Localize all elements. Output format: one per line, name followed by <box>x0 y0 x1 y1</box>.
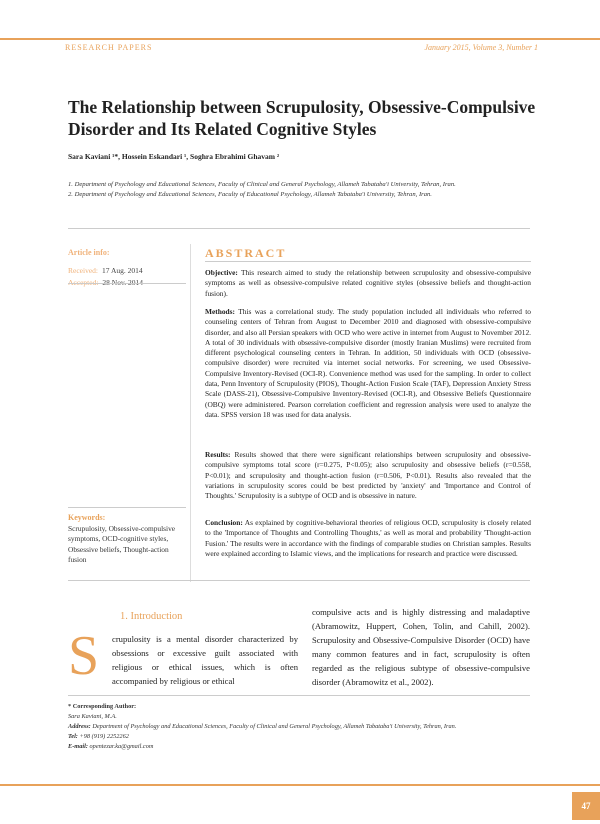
page-number: 47 <box>572 792 600 820</box>
received-label: Received: <box>68 266 98 275</box>
accepted-line <box>68 272 143 290</box>
keywords-text: Scrupulosity, Obsessive-compulsive symptoms, OCD-cognitive styles, Obsessive beliefs, Thought-action fusion <box>68 524 176 564</box>
address-text: Department of Psychology and Educational Sciences, Faculty of Clinical and General Psychology, Allameh Tabataba'i University, Tehran, Iran. <box>92 723 457 730</box>
email-label: E-mail: <box>68 743 88 750</box>
abstract-heading: ABSTRACT <box>205 246 287 260</box>
affiliation-2: 2. Department of Psychology and Educational Sciences, Faculty of Educational Psychology, Allameh Tabataba'i University, Tehran, Iran. <box>68 191 432 198</box>
abstract-objective <box>205 268 531 299</box>
info-divider <box>68 283 186 284</box>
header-rule <box>0 38 600 40</box>
methods-label: Methods: <box>205 307 235 316</box>
divider <box>68 228 530 229</box>
corresponding-tel <box>68 733 538 742</box>
conclusion-label: Conclusion: <box>205 518 243 527</box>
issue-label: January 2015, Volume 3, Number 1 <box>424 43 538 52</box>
address-label: Address: <box>68 723 91 730</box>
drop-cap: S <box>68 625 100 687</box>
column-separator <box>190 244 191 582</box>
footer-rule <box>0 784 600 786</box>
email-text: opentezar.ka@gmail.com <box>89 743 154 750</box>
intro-column-1: crupulosity is a mental disorder characterized by obsessions or excessive guilt associated with religious or ethical issues, which is often accompanied by religious or ethical <box>112 634 298 686</box>
tel-text: +98 (919) 2252262 <box>79 733 129 740</box>
keywords-divider <box>68 507 186 508</box>
corresponding-email <box>68 743 538 752</box>
conclusion-text: As explained by cognitive-behavioral theories of religious OCD, scrupulosity is closely related to the 'Importance of Thoughts and Controlling Thoughts,' as well as moral and probability 'Thought-action Fusion.' The results were in accordance with the findings of comparable studies on Christian samples. Results were explained according to Islamic views, and the implications for research and practice were discussed. <box>205 518 531 558</box>
abstract-rule <box>205 261 531 262</box>
section-heading-introduction: 1. Introduction <box>120 611 183 622</box>
footnote-rule <box>68 695 530 696</box>
received-date: 17 Aug. 2014 <box>102 266 143 275</box>
objective-label: Objective: <box>205 268 238 277</box>
abstract-methods <box>205 307 531 420</box>
intro-column-2: compulsive acts and is highly distressing and maladaptive (Abramowitz, Huppert, Cohen, Tolin, and Cahill, 2002). Scrupulosity and Obsessive-Compulsive Disorder (OCD) have many common features and in fact, scrupulosity is often regarded as the religious subtype of obsessive-compulsive disorder (Abramowitz et al., 2002). <box>312 607 530 687</box>
results-text: Results showed that there were significant relationships between scrupulosity and obsessive-compulsive symptoms total score (r=0.275, P<0.05); also scrupulosity and obsessive beliefs (r=0.558, P<0.01); and scrupulosity and thought-action fusion (r=0.506, P<0.01). Results also revealed that the variations in scrupulosity scores could be best predicted by 'anxiety' and 'Importance and Control of Thoughts.' Scrupulosity is a subtype of OCD and is obsessive in nature. <box>205 450 531 501</box>
corresponding-author-heading: * Corresponding Author: <box>68 703 137 710</box>
methods-text: This was a correlational study. The study population included all individuals who referred to counseling centers of Tehran from August to December 2010 and diagnosed with obsessive-compulsive disorder, and also all Persian speakers with OCD who were active in internet from August to November 2012. A total of 30 individuals with obsessive-compulsive disorder (mostly Iranian Muslims) were recruited from different psychological counseling centers in Tehran. In addition, 50 individuals with OCD (obsessive-compulsive disorder) were recruited via internet social networks. For screening, we used Obsessive-Compulsive Inventory-Revised (OCI-R). Convenience method was used for the sampling. In order to collect data, Penn Inventory of Scrupulosity (PIOS), Thought-Action Fusion Scale (TAF), Depression Anxiety Stress Scale (DASS-21), Obsessive-Compulsive Inventory-Revised (OCI-R), and Obsessive Beliefs Questionnaire (OBQ) were administered. Pearson correlation coefficient and regression analysis were used to analyze the data. SPSS version 18 was used for data analysis. <box>205 307 532 419</box>
article-title: The Relationship between Scrupulosity, Obsessive-Compulsive Disorder and Its Related Cognitive Styles <box>68 97 536 139</box>
corresponding-address <box>68 723 538 732</box>
corresponding-author-name: Sara Kaviani, M.A. <box>68 713 117 720</box>
section-label: RESEARCH PAPERS <box>65 43 153 52</box>
authors: Sara Kaviani ¹*, Hossein Eskandari ¹, Soghra Ebrahimi Ghavam ² <box>68 152 280 161</box>
tel-label: Tel: <box>68 733 78 740</box>
abstract-conclusion <box>205 518 531 559</box>
abstract-results <box>205 450 531 501</box>
results-label: Results: <box>205 450 231 459</box>
affiliation-1: 1. Department of Psychology and Educational Sciences, Faculty of Clinical and General Psychology, Allameh Tabataba'i University, Tehran, Iran. <box>68 181 456 188</box>
keywords-heading: Keywords: <box>68 513 106 522</box>
article-info-heading: Article info: <box>68 248 110 257</box>
abstract-bottom-rule <box>68 580 530 581</box>
objective-text: This research aimed to study the relationship between scrupulosity and obsessive-compulsive symptoms as well as obsessive-compulsive related cognitive styles (obsessive beliefs and thought-action fusion). <box>205 268 531 298</box>
